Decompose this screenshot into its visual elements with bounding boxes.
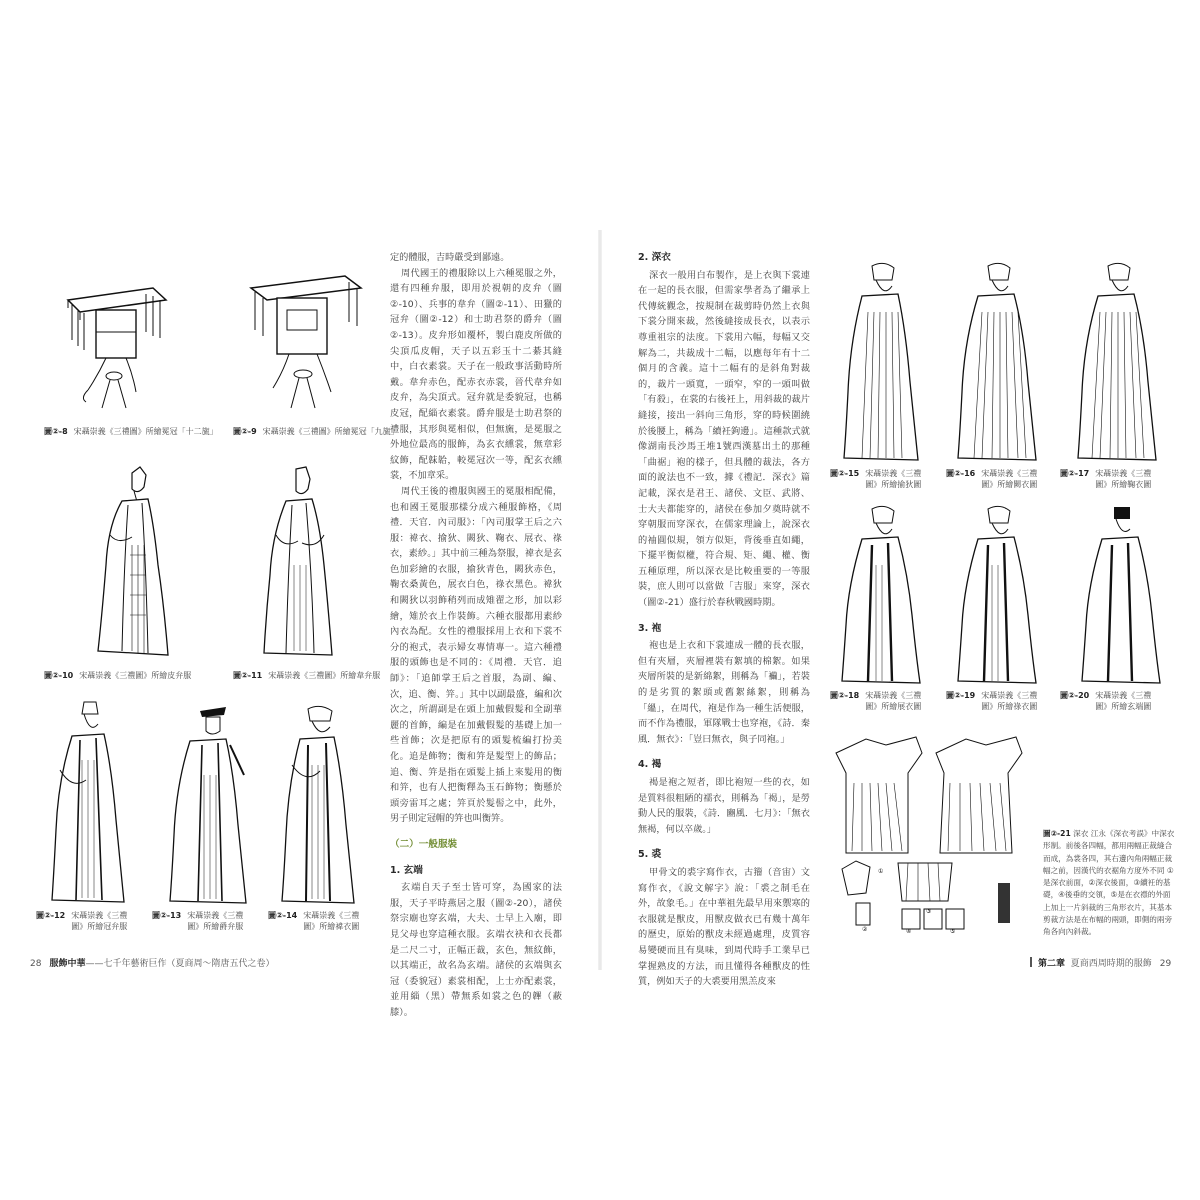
figure-standing-robed-woman — [948, 262, 1048, 462]
figure-number: 圖②-13 — [152, 911, 182, 920]
figure-caption-text: 宋聶崇義《三禮圖》所繪韋弁服 — [268, 671, 381, 680]
robed-figure-drawing — [1072, 505, 1172, 685]
figure-standing-robed-woman — [832, 262, 932, 462]
robed-figure-drawing — [160, 705, 260, 905]
robed-figure-drawing — [1070, 262, 1170, 462]
figure-number: 圖②-10 — [44, 671, 74, 680]
chapter-title: 夏商西周時期的服飾 — [1070, 959, 1152, 969]
diagram-label: ⑤ — [950, 928, 956, 935]
subheading: 3. 袍 — [638, 622, 662, 634]
figure-number: 圖②-17 — [1060, 469, 1090, 478]
figure-number: 圖②-12 — [36, 911, 66, 920]
subheading: 1. 玄端 — [390, 864, 423, 876]
figure-caption-text: 宋聶崇義《三禮圖》所繪鞠衣圖 — [1095, 469, 1152, 489]
figure-standing-robed-man — [250, 465, 350, 660]
figure-number: 圖②-19 — [946, 691, 976, 700]
diagram-label: ① — [878, 868, 884, 875]
figure-caption-text: 宋聶崇義《三禮圖》所繪揄狄圖 — [865, 469, 922, 489]
figure-number: 圖②-11 — [233, 671, 263, 680]
left-page-footer — [22, 956, 274, 969]
figure-number: 圖②-8 — [44, 427, 68, 436]
figure-caption — [830, 468, 931, 490]
figure-number: 圖②-9 — [233, 427, 257, 436]
figure-standing-robed-man — [88, 465, 188, 660]
figure-number: 圖②-21 — [1043, 829, 1071, 838]
robed-figure-drawing — [88, 465, 188, 660]
robed-figure-drawing — [948, 262, 1048, 462]
figure-caption — [1060, 468, 1157, 490]
crown-drawing — [58, 280, 168, 415]
figure-note-text: 深衣 江永《深衣考誤》中深衣形制。前後各四幅，都用兩幅正裁縫合而成，為裳各四，其右邊內角兩幅正裁幅之前，因漢代的衣裾角方度外不同 ①是深衣前面，②深衣後面，③續衽的基礎，④後垂的交領，⑤是在衣襟的外面上加上一片斜裁的三角形衣片，其基本剪裁方法是在布幅的兩頭，即側的兩旁角各向內斜裁。 — [1043, 829, 1175, 937]
robed-figure-drawing — [948, 505, 1048, 685]
paragraph: 袍也是上衣和下裳連成一體的長衣服，但有夾層，夾層裡裝有絮填的棉絮。如果夾層所裝的是新綿絮，則稱為「襺」，若裝的是劣質的絮頭或舊絮絲絮，則稱為「縕」，在周代，袍是作為一種生活便服，而不作為禮服，軍隊戰士也穿袍，《詩．秦風．無衣》：「豈曰無衣，與子同袍。」 — [638, 640, 810, 745]
figure-caption-text: 宋聶崇義《三禮圖》所繪皮弁服 — [79, 671, 192, 680]
figure-caption — [36, 910, 129, 932]
paragraph: 褐是袍之短者，即比袍短一些的衣，如是質料很粗陋的襦衣，則稱為「褐」，是勞動人民的服裝，《詩．豳風．七月》：「無衣無褐，何以卒歲。」 — [638, 777, 810, 835]
figure-caption-text: 宋聶崇義《三禮圖》所繪展衣圖 — [865, 691, 922, 711]
figure-standing-robed-woman — [272, 705, 367, 905]
right-page-footer — [1030, 956, 1179, 969]
figure-caption — [946, 690, 1043, 712]
figure-standing-robed-woman — [1070, 262, 1170, 462]
figure-standing-robed-woman — [832, 505, 932, 685]
figure-caption — [268, 910, 361, 932]
figure-caption-text: 宋聶崇義《三禮圖》所繪冕冠「十二旒」 — [73, 427, 218, 436]
footer-bar — [1030, 957, 1032, 967]
diagram-label: ④ — [906, 928, 912, 935]
figure-caption — [44, 426, 218, 437]
left-text-column — [390, 250, 562, 1018]
figure-caption-text: 宋聶崇義《三禮圖》所繪冕冠「九旒」 — [262, 427, 399, 436]
figure-caption — [830, 690, 931, 712]
paragraph: 周代王後的禮服與國王的冕服相配備，也和國王冕服那樣分成六種服飾格，《周禮．天官．內司服》：「內司服掌王后之六服：褘衣、揄狄、闕狄、鞠衣、展衣、祿衣，素紗。」其中前三種為祭服，褘衣是玄色加彩繪的衣服，揄狄青色，闕狄赤色，鞠衣桑黃色，展衣白色，祿衣黑色。褘狄和闕狄以羽飾稍列而成雉翟之形，加以彩繪，雉於衣上作裝飾。六種衣服都用素紗內衣為配。女性的禮服採用上衣和下裳不分的袍式，表示婦女專情專一。這六種禮服的頭飾也是不同的：《周禮．天官．追師》：「追師掌王后之首服，為副、編、次，追、衡、笄。」其中以副最盛，編和次次之，所謂副是在頭上加戴假髮和全副華麗的首飾，編是在加戴假髮的基礎上加一些首飾；次是把原有的頭髮梳編打扮美化。追是飾物；衡和笄是髮型上的飾品；追、衡、笄是指在頭髮上插上來髮用的衡和笄，也有人把衡釋為玉石飾物；衡懸於頭旁雷耳之處；笄頁於髮髻之中，此外，男子則定冠帽的笄也叫衡笄。 — [390, 485, 562, 825]
diagram-label: ② — [862, 926, 868, 933]
book-subtitle: ——七千年藝術巨作（夏商周～隋唐五代之卷） — [85, 959, 275, 969]
book-title: 服飾中華 — [49, 959, 86, 969]
robed-figure-drawing — [832, 505, 932, 685]
subheading: 5. 裘 — [638, 849, 662, 861]
figure-number: 圖②-18 — [830, 691, 860, 700]
subheading: 4. 褐 — [638, 759, 662, 771]
figure-crown-12-tassels — [58, 280, 168, 415]
figure-number: 圖②-15 — [830, 469, 860, 478]
figure-caption — [1060, 690, 1157, 712]
page-gutter — [598, 230, 602, 970]
paragraph: 定的體服，吉時嚴受到鄙遠。 — [390, 252, 510, 263]
figure-number: 圖②-20 — [1060, 691, 1090, 700]
crown-drawing — [245, 270, 365, 415]
section-heading: （二）一般服裝 — [390, 838, 458, 850]
page-number: 29 — [1159, 959, 1172, 969]
right-text-column — [638, 250, 810, 988]
figure-standing-robed-man — [1072, 505, 1172, 685]
robed-figure-drawing — [832, 262, 932, 462]
subheading: 2. 深衣 — [638, 252, 671, 263]
figure-caption-text: 宋聶崇義《三禮圖》所繪玄端圖 — [1095, 691, 1152, 711]
chapter-label: 第二章 — [1038, 959, 1066, 969]
figure-deep-robe-pattern-diagram — [826, 733, 1031, 933]
figure-standing-robed-woman — [948, 505, 1048, 685]
robed-figure-drawing — [250, 465, 350, 660]
figure-caption — [44, 670, 191, 681]
page-number: 28 — [30, 959, 42, 969]
robe-pattern-drawing — [826, 733, 1031, 933]
robed-figure-drawing — [40, 700, 140, 905]
figure-crown-9-tassels — [245, 270, 365, 415]
diagram-label: ③ — [926, 908, 932, 915]
figure-standing-robed-man — [40, 700, 140, 905]
figure-number: 圖②-16 — [946, 469, 976, 478]
figure-number: 圖②-14 — [268, 911, 298, 920]
figure-caption-text: 宋聶崇義《三禮圖》所繪闕衣圖 — [981, 469, 1038, 489]
figure-standing-robed-man — [160, 705, 260, 905]
paragraph: 深衣一般用白布製作，是上衣與下裳連在一起的長衣服，但需家學者為了繼承上代傳統觀念，按規制在裁剪時仍然上衣與下裳分開來裁，然後縫接成長衣，以表示尊重祖宗的法度。下裳用六幅，每幅又交解為二，共裁成十二幅，以應每年有十二個月的含義。這十二幅有的是斜角對裁的，裁片一頭寬，一頭窄，窄的一頭叫做「有殺」，在裳的右後衽上，用斜裁的裁片縫接，接出一斜向三角形，穿的時候圍繞於後腰上，稱為「續衽鉤邊」。這種款式就像湖南長沙馬王堆1號西漢墓出土的那種「曲裾」袍的樣子，但具體的裁法，各方面的說法也不一致，據《禮記．深衣》篇記載，深衣是君王、諸侯、文臣、武將、士大夫都能穿的，諸侯在參加夕奠時就不穿朝服而穿深衣，在儒家理論上，說深衣的袖圓似規，領方似矩，背後垂直如繩，下擺平衡似權，符合規、矩、繩、權、衡五種原理，所以深衣是比較重要的一等服裝，庶人則可以當做「吉服」來穿，深衣（圖②-21）盛行於春秋戰國時期。 — [638, 269, 810, 609]
figure-note — [1043, 828, 1175, 939]
figure-caption-text: 宋聶崇義《三禮圖》所繪祿衣圖 — [981, 691, 1038, 711]
paragraph: 甲骨文的裘字寫作衣，古籀（音宙）文寫作衣，《說文解字》說：「裘之制毛在外，故象毛。」在中華祖先最早用來禦寒的衣服就是獸皮，用獸皮做衣已有幾十萬年的歷史，原始的獸皮未經過處理，皮質容易變硬而且有臭味，到周代時手工業早已掌握熟皮的方法，而且懂得各種獸皮的性質，例如天子的大裘要用黑羔皮來 — [638, 866, 810, 988]
figure-caption-text: 宋聶崇義《三禮圖》所繪爵弁服 — [187, 911, 244, 931]
paragraph: 玄端自天子至士皆可穿，為國家的法服，天子平時燕居之服（圖②-20），諸侯祭宗廟也穿玄端，大夫、士早上入廟，即見父母也穿這種衣服。玄端衣袂和衣長都是二尺二寸，正幅正裁，玄色，無紋飾，以其端正，故名為玄端。諸侯的玄端與玄冠（委貌冠）素裳相配，上士亦配素裳，並用緇（黑）帶無系如裳之色的韠（蔽膝）。 — [390, 882, 562, 1018]
paragraph: 周代國王的禮服除以上六種冕服之外，還有四種弁服，即用於視朝的皮弁（圖②-10）、兵事的韋弁（圖②-11）、田獵的冠弁（圖②-12）和士助君祭的爵弁（圖②-13）。皮弁形如覆杯，製白鹿皮所做的尖頂瓜皮帽，天子以五彩玉十二綦其縫中，白衣素裳。天子在一般政事活動時所戴。韋弁赤色，配赤衣赤裳，晉代韋弁如皮弁，為尖頂式。冠弁就是委貌冠，也稱皮冠，配緇衣素裳。爵弁服是士助君祭的禮服，其形與冕相似，但無旒，是冕服之外地位最高的服飾，為玄衣纁裳，無章彩紋飾，配韎韐，較冕冠次一等，配玄衣纁裳，不加章采。 — [390, 267, 562, 482]
figure-caption-text: 宋聶崇義《三禮圖》所繪冠弁服 — [71, 911, 128, 931]
figure-caption — [233, 426, 399, 437]
figure-caption — [233, 670, 380, 681]
figure-caption — [946, 468, 1043, 490]
figure-caption — [152, 910, 245, 932]
robed-figure-drawing — [272, 705, 367, 905]
figure-caption-text: 宋聶崇義《三禮圖》所繪褘衣圖 — [303, 911, 360, 931]
